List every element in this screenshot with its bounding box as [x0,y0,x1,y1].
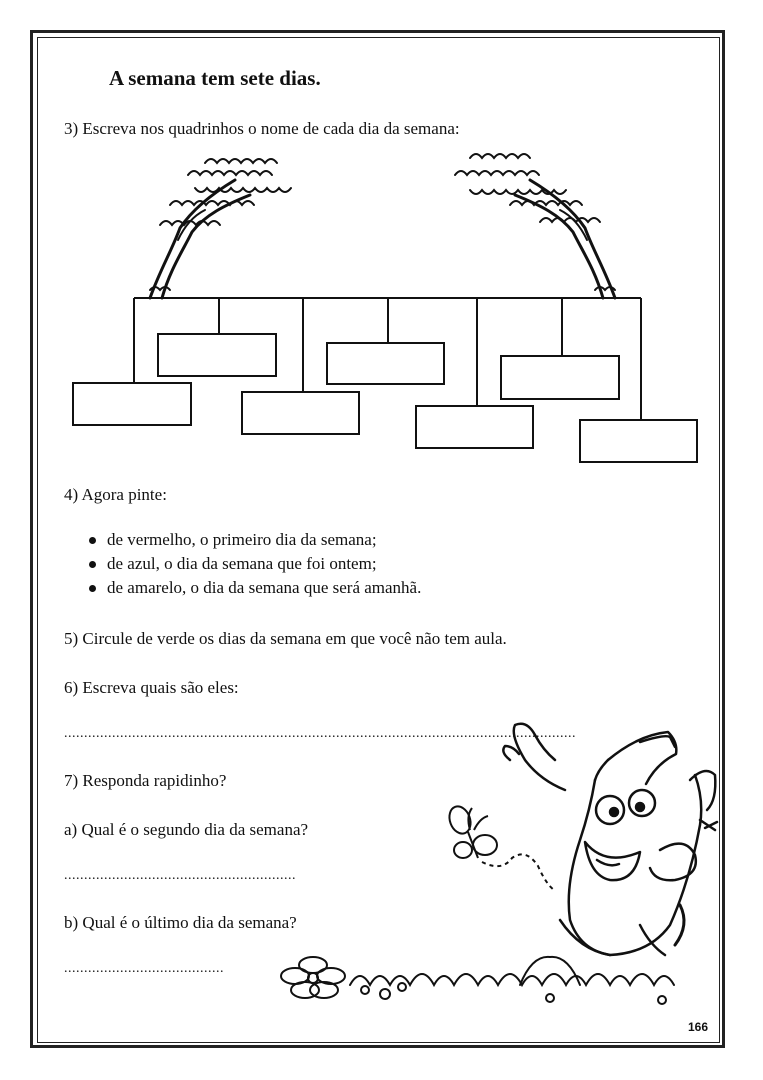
question-7-prompt: 7) Responda rapidinho? [64,771,227,790]
pencil-character-icon [503,724,717,955]
question-7b-text: b) Qual é o último dia da semana? [64,913,297,932]
question-6-answer-line[interactable]: ................................................................................................................................ [64,726,576,741]
question-4-prompt: 4) Agora pinte: [64,485,167,504]
list-item: de vermelho, o primeiro dia da semana; [85,530,421,554]
page-title: A semana tem sete dias. [109,66,321,90]
grass-icon [350,957,674,985]
question-6-prompt: 6) Escreva quais são eles: [64,678,239,697]
question-5-prompt: 5) Circule de verde os dias da semana em que você não tem aula. [64,629,507,648]
question-3-prompt: 3) Escreva nos quadrinhos o nome de cada dia da semana: [64,119,460,138]
list-item: de azul, o dia da semana que foi ontem; [85,554,421,578]
question-7a-text: a) Qual é o segundo dia da semana? [64,820,309,839]
butterfly-icon [446,803,554,890]
question-7b-answer-line[interactable]: ........................................ [64,961,224,976]
question-7a-answer-line[interactable]: .......................................................... [64,868,296,883]
page-number: 166 [688,1020,709,1034]
flower-icon [281,957,345,998]
list-item: de amarelo, o dia da semana que será amanhã. [85,578,421,602]
pebbles-icon [361,983,666,1004]
